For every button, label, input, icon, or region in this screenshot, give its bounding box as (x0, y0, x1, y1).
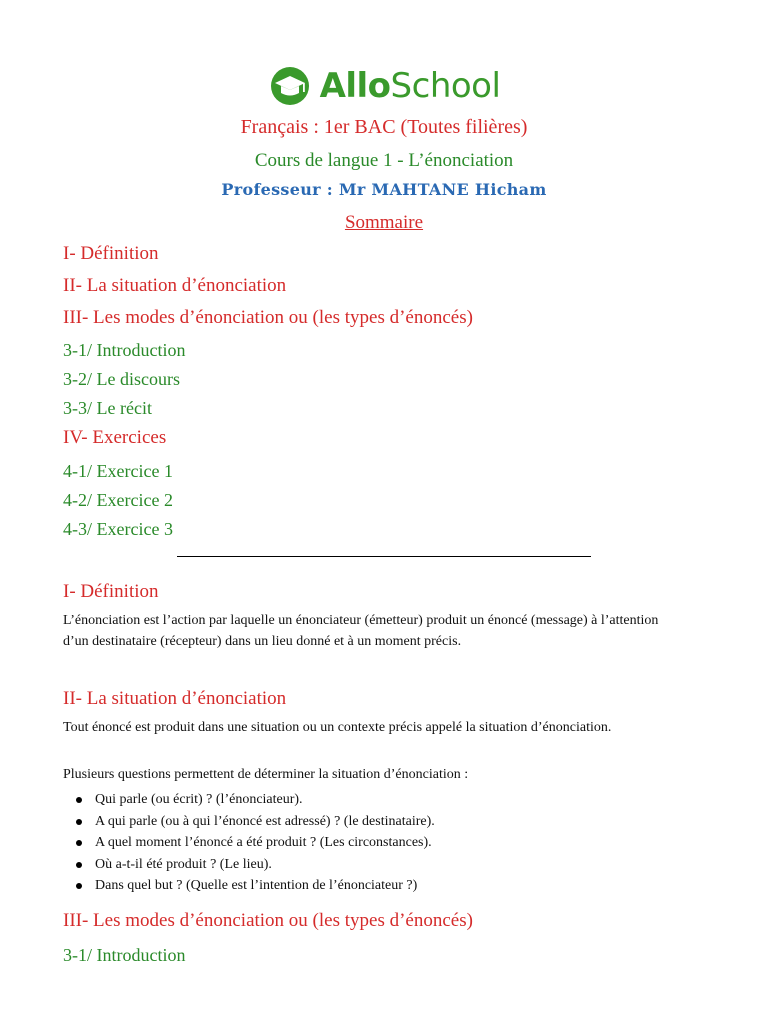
document-title: Français : 1er BAC (Toutes filières) (240, 116, 528, 138)
bullet-icon (76, 797, 82, 803)
situation-questions-intro: Plusieurs questions permettent de déterminer la situation d’énonciation : (63, 767, 469, 782)
professor-name: Professeur : Mr MAHTANE Hicham (221, 180, 547, 199)
toc-item[interactable]: I- Définition (63, 243, 159, 264)
bullet-icon (76, 883, 82, 889)
section-divider (177, 556, 591, 557)
section-heading-situation: II- La situation d’énonciation (63, 688, 287, 709)
toc-item[interactable]: 3-2/ Le discours (63, 369, 180, 389)
list-item: Qui parle (ou écrit) ? (l’énonciateur). (63, 789, 435, 811)
toc-item[interactable]: 4-3/ Exercice 3 (63, 519, 173, 539)
section-heading-definition: I- Définition (63, 581, 159, 602)
situation-paragraph: Tout énoncé est produit dans une situation ou un contexte précis appelé la situation d’énonciation. (63, 720, 612, 735)
list-item: A quel moment l’énoncé a été produit ? (Les circonstances). (63, 832, 435, 854)
graduation-cap-icon (268, 66, 312, 106)
list-item: A qui parle (ou à qui l’énoncé est adressé) ? (le destinataire). (63, 811, 435, 833)
logo-text: AlloSchool (319, 66, 501, 106)
bullet-icon (76, 862, 82, 868)
sommaire-heading[interactable]: Sommaire (344, 212, 424, 233)
toc-item[interactable]: II- La situation d’énonciation (63, 275, 287, 296)
definition-paragraph: L’énonciation est l’action par laquelle un énonciateur (émetteur) produit un énoncé (message) à l’attention d’un destinataire (récepteur) dans un lieu donné et à un moment précis. (63, 613, 659, 649)
alloschool-logo[interactable] (0, 64, 768, 108)
situation-questions-list (63, 789, 435, 897)
toc-item[interactable]: III- Les modes d’énonciation ou (les types d’énoncés) (63, 307, 473, 328)
toc-item[interactable]: 3-3/ Le récit (63, 398, 152, 418)
list-item: Où a-t-il été produit ? (Le lieu). (63, 854, 435, 876)
toc-item[interactable]: 3-1/ Introduction (63, 340, 186, 360)
subsection-heading-introduction: 3-1/ Introduction (63, 945, 186, 965)
document-subtitle: Cours de langue 1 - L’énonciation (254, 150, 514, 171)
bullet-icon (76, 840, 82, 846)
toc-item[interactable]: 4-2/ Exercice 2 (63, 490, 173, 510)
toc-item[interactable]: 4-1/ Exercice 1 (63, 461, 173, 481)
list-item: Dans quel but ? (Quelle est l’intention de l’énonciateur ?) (63, 875, 435, 897)
bullet-icon (76, 819, 82, 825)
toc-item[interactable]: IV- Exercices (63, 427, 167, 448)
section-heading-modes: III- Les modes d’énonciation ou (les types d’énoncés) (63, 910, 473, 931)
